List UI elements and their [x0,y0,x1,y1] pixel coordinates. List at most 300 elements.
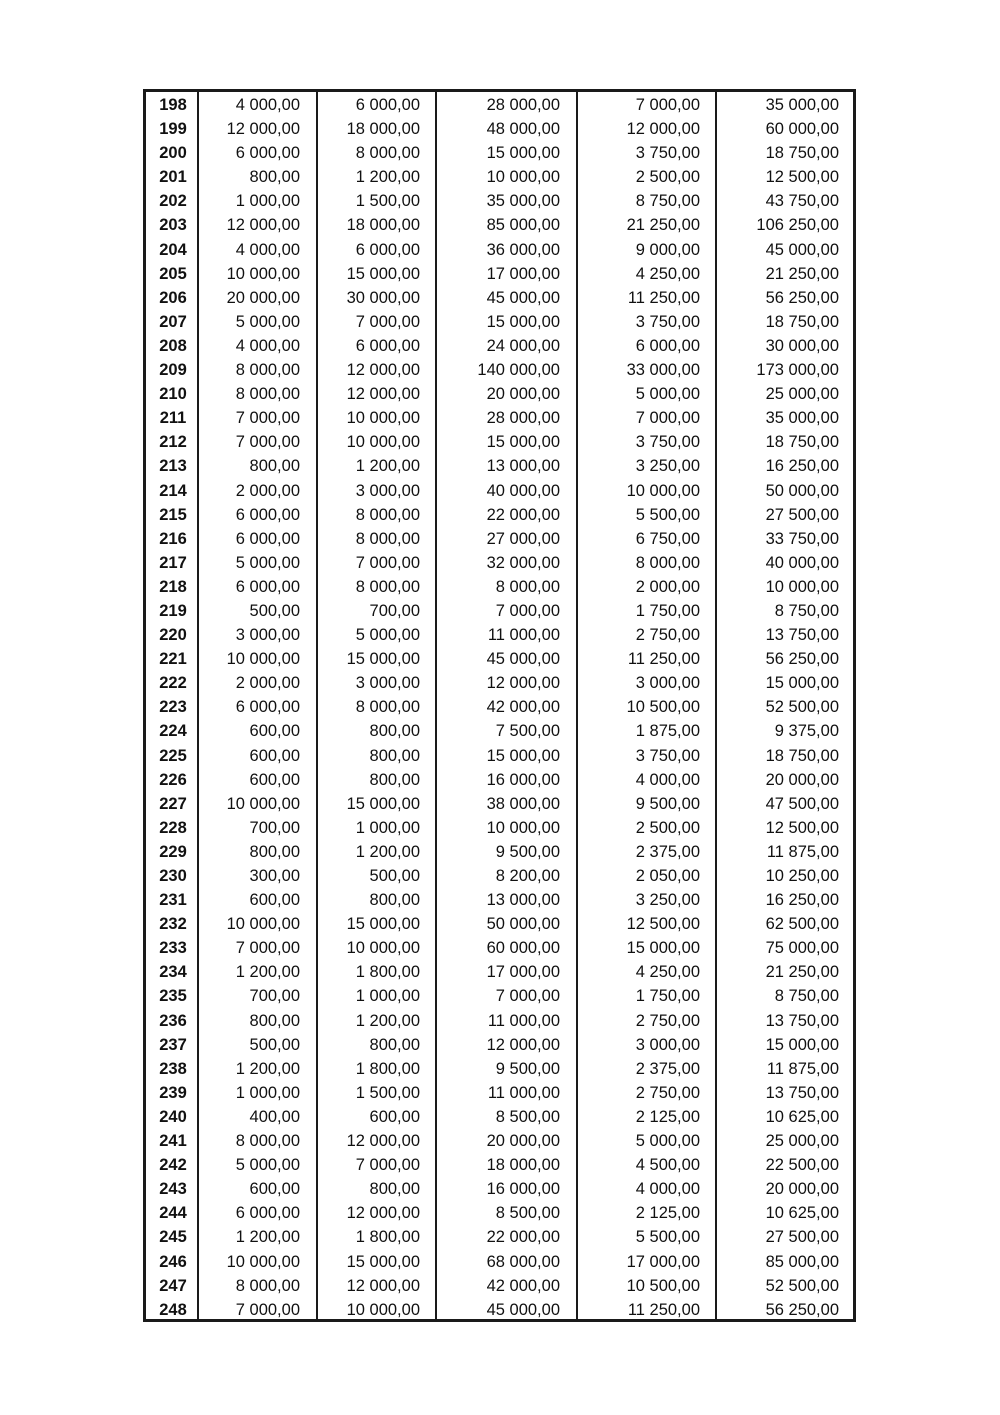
amount-col-3: 15 000,00 [486,144,560,163]
amount-col-3: 15 000,00 [486,433,560,452]
amount-col-1: 5 000,00 [235,312,300,331]
table-row [146,310,853,334]
amount-col-5: 13 750,00 [765,1083,839,1102]
amount-col-1: 8 000,00 [235,385,300,404]
amount-col-4: 3 750,00 [635,746,700,765]
amount-col-3: 24 000,00 [486,336,560,355]
row-number: 202 [159,192,187,211]
amount-col-1: 8 000,00 [235,1132,300,1151]
amount-col-4: 7 000,00 [635,96,700,114]
amount-col-3: 11 000,00 [487,1011,560,1030]
amount-col-1: 4 000,00 [235,96,300,114]
amount-col-1: 500,00 [249,601,300,620]
amount-col-4: 2 000,00 [635,577,700,596]
amount-col-2: 1 000,00 [355,818,420,837]
amount-col-2: 800,00 [369,1035,420,1054]
amount-col-5: 15 000,00 [765,1035,839,1054]
amount-col-4: 2 500,00 [635,818,700,837]
amount-col-1: 700,00 [249,987,300,1006]
amount-col-1: 6 000,00 [235,1204,300,1223]
amount-col-2: 7 000,00 [355,312,420,331]
amount-col-4: 3 000,00 [635,1035,700,1054]
amount-col-1: 20 000,00 [226,288,300,307]
row-number: 246 [159,1252,187,1271]
amount-col-1: 1 200,00 [235,1228,300,1247]
amount-col-2: 7 000,00 [355,553,420,572]
amount-col-1: 6 000,00 [235,529,300,548]
amount-col-2: 30 000,00 [346,288,420,307]
amount-col-2: 1 800,00 [355,963,420,982]
row-number: 216 [159,529,187,548]
amount-col-4: 1 750,00 [635,601,700,620]
amount-col-4: 3 250,00 [635,457,700,476]
amount-col-4: 3 000,00 [635,674,700,693]
table-row [146,189,853,213]
amount-col-2: 1 200,00 [355,168,420,187]
amount-col-2: 10 000,00 [346,939,420,958]
row-number: 213 [159,457,187,476]
row-number: 218 [159,577,187,596]
amount-col-1: 10 000,00 [226,650,300,669]
amount-col-2: 15 000,00 [346,650,420,669]
table-row [146,599,853,623]
amount-col-2: 12 000,00 [346,1132,420,1151]
amount-col-2: 3 000,00 [355,481,420,500]
amount-col-3: 15 000,00 [486,746,560,765]
amount-col-4: 2 125,00 [635,1107,700,1126]
table-row [146,430,853,454]
amount-col-3: 28 000,00 [486,409,560,428]
table-row [146,1009,853,1033]
amount-col-1: 7 000,00 [235,939,300,958]
amount-col-2: 8 000,00 [355,505,420,524]
amount-col-4: 2 750,00 [635,626,700,645]
amount-col-1: 800,00 [249,842,300,861]
amount-col-3: 45 000,00 [486,650,560,669]
amount-col-4: 2 375,00 [635,1059,700,1078]
amount-col-5: 35 000,00 [765,96,839,114]
table-row [146,1225,853,1249]
row-number: 224 [159,722,187,741]
amount-col-3: 45 000,00 [486,1300,560,1319]
amount-col-3: 45 000,00 [486,288,560,307]
row-number: 210 [159,385,187,404]
amount-col-5: 85 000,00 [765,1252,839,1271]
table-row [146,93,853,117]
amount-col-3: 11 000,00 [487,626,560,645]
amount-col-4: 4 250,00 [635,264,700,283]
amount-col-3: 16 000,00 [486,770,560,789]
amount-col-5: 21 250,00 [765,963,839,982]
amount-col-4: 9 500,00 [635,794,700,813]
amount-col-3: 11 000,00 [487,1083,560,1102]
table-row [146,695,853,719]
amount-col-5: 20 000,00 [765,770,839,789]
amount-col-2: 6 000,00 [355,336,420,355]
amount-col-2: 1 000,00 [355,987,420,1006]
amount-col-1: 8 000,00 [235,1276,300,1295]
amount-col-4: 12 000,00 [626,120,700,139]
amount-col-1: 5 000,00 [235,1156,300,1175]
amount-col-2: 8 000,00 [355,144,420,163]
amount-col-1: 4 000,00 [235,336,300,355]
amount-col-5: 13 750,00 [765,1011,839,1030]
amount-col-3: 32 000,00 [486,553,560,572]
amount-col-2: 15 000,00 [346,1252,420,1271]
amount-col-4: 2 375,00 [635,842,700,861]
amount-col-2: 18 000,00 [346,216,420,235]
row-number: 228 [159,818,187,837]
amount-col-2: 10 000,00 [346,1300,420,1319]
amount-col-3: 17 000,00 [486,264,560,283]
amount-col-5: 43 750,00 [765,192,839,211]
table-row [146,792,853,816]
table-row [146,1153,853,1177]
amount-col-3: 8 000,00 [495,577,560,596]
table-row [146,479,853,503]
amount-col-3: 7 000,00 [495,987,560,1006]
amount-col-3: 140 000,00 [477,361,560,380]
table-row [146,1129,853,1153]
amount-col-5: 25 000,00 [765,1132,839,1151]
amount-col-3: 28 000,00 [486,96,560,114]
row-number: 248 [159,1300,187,1319]
row-number: 212 [159,433,187,452]
row-number: 243 [159,1180,187,1199]
amount-col-3: 40 000,00 [486,481,560,500]
table-body [146,93,853,1322]
data-table [143,89,856,1322]
amount-col-4: 5 000,00 [635,385,700,404]
amount-col-5: 11 875,00 [766,842,839,861]
amount-col-5: 12 500,00 [765,168,839,187]
amount-col-3: 60 000,00 [486,939,560,958]
table-row [146,864,853,888]
amount-col-1: 7 000,00 [235,433,300,452]
amount-col-5: 10 250,00 [765,867,839,885]
amount-col-1: 800,00 [249,168,300,187]
amount-col-2: 12 000,00 [346,361,420,380]
amount-col-2: 15 000,00 [346,915,420,934]
amount-col-2: 15 000,00 [346,794,420,813]
table-row [146,1298,853,1322]
row-number: 225 [159,746,187,765]
amount-col-5: 40 000,00 [765,553,839,572]
amount-col-2: 1 800,00 [355,1228,420,1247]
amount-col-2: 3 000,00 [355,674,420,693]
amount-col-1: 800,00 [249,457,300,476]
amount-col-5: 10 625,00 [765,1204,839,1223]
row-number: 236 [159,1011,187,1030]
row-number: 208 [159,336,187,355]
amount-col-5: 8 750,00 [774,987,839,1006]
row-number: 207 [159,312,187,331]
amount-col-5: 16 250,00 [765,457,839,476]
table-row [146,1250,853,1274]
amount-col-4: 2 750,00 [635,1083,700,1102]
amount-col-3: 9 500,00 [495,842,560,861]
amount-col-5: 60 000,00 [765,120,839,139]
amount-col-3: 36 000,00 [486,240,560,259]
table-row [146,1033,853,1057]
row-number: 204 [159,240,187,259]
amount-col-5: 56 250,00 [765,650,839,669]
amount-col-5: 62 500,00 [765,915,839,934]
amount-col-5: 27 500,00 [765,505,839,524]
amount-col-2: 12 000,00 [346,1276,420,1295]
amount-col-5: 10 625,00 [765,1107,839,1126]
amount-col-5: 10 000,00 [765,577,839,596]
amount-col-2: 1 500,00 [355,192,420,211]
amount-col-1: 600,00 [249,770,300,789]
table-row [146,213,853,237]
amount-col-3: 22 000,00 [486,505,560,524]
amount-col-5: 13 750,00 [765,626,839,645]
amount-col-4: 10 000,00 [626,481,700,500]
amount-col-4: 9 000,00 [635,240,700,259]
table-row [146,1177,853,1201]
amount-col-2: 1 500,00 [355,1083,420,1102]
amount-col-3: 18 000,00 [486,1156,560,1175]
row-number: 231 [159,891,187,910]
row-number: 222 [159,674,187,693]
amount-col-4: 4 000,00 [635,1180,700,1199]
table-row [146,623,853,647]
table-row [146,647,853,671]
table-row [146,286,853,310]
amount-col-4: 12 500,00 [626,915,700,934]
amount-col-4: 3 750,00 [635,312,700,331]
table-row [146,768,853,792]
amount-col-5: 56 250,00 [765,1300,839,1319]
table-row [146,1081,853,1105]
amount-col-1: 1 200,00 [235,963,300,982]
amount-col-3: 48 000,00 [486,120,560,139]
amount-col-4: 1 750,00 [635,987,700,1006]
amount-col-4: 2 500,00 [635,168,700,187]
amount-col-1: 10 000,00 [226,794,300,813]
amount-col-3: 42 000,00 [486,698,560,717]
amount-col-1: 300,00 [249,867,300,885]
amount-col-2: 800,00 [369,891,420,910]
amount-col-1: 500,00 [249,1035,300,1054]
amount-col-2: 10 000,00 [346,409,420,428]
amount-col-3: 8 500,00 [495,1204,560,1223]
row-number: 215 [159,505,187,524]
amount-col-1: 7 000,00 [235,409,300,428]
amount-col-1: 10 000,00 [226,1252,300,1271]
amount-col-4: 1 875,00 [635,722,700,741]
amount-col-1: 800,00 [249,1011,300,1030]
amount-col-5: 15 000,00 [765,674,839,693]
amount-col-2: 700,00 [369,601,420,620]
amount-col-4: 3 750,00 [635,433,700,452]
amount-col-4: 6 000,00 [635,336,700,355]
amount-col-1: 600,00 [249,891,300,910]
amount-col-2: 18 000,00 [346,120,420,139]
row-number: 237 [159,1035,187,1054]
amount-col-5: 45 000,00 [765,240,839,259]
amount-col-1: 7 000,00 [235,1300,300,1319]
amount-col-4: 10 500,00 [626,1276,700,1295]
amount-col-1: 2 000,00 [235,674,300,693]
row-number: 219 [159,601,187,620]
amount-col-2: 1 200,00 [355,842,420,861]
row-number: 242 [159,1156,187,1175]
row-number: 214 [159,481,187,500]
amount-col-5: 33 750,00 [765,529,839,548]
table-row [146,984,853,1008]
amount-col-1: 1 000,00 [235,192,300,211]
table-row [146,165,853,189]
amount-col-4: 4 000,00 [635,770,700,789]
amount-col-1: 1 000,00 [235,1083,300,1102]
amount-col-4: 4 250,00 [635,963,700,982]
amount-col-4: 17 000,00 [626,1252,700,1271]
amount-col-1: 400,00 [249,1107,300,1126]
amount-col-4: 8 000,00 [635,553,700,572]
amount-col-1: 5 000,00 [235,553,300,572]
table-row [146,503,853,527]
amount-col-3: 7 000,00 [495,601,560,620]
amount-col-1: 10 000,00 [226,264,300,283]
amount-col-3: 12 000,00 [486,674,560,693]
row-number: 234 [159,963,187,982]
amount-col-1: 2 000,00 [235,481,300,500]
table-row [146,141,853,165]
amount-col-2: 7 000,00 [355,1156,420,1175]
amount-col-3: 68 000,00 [486,1252,560,1271]
amount-col-5: 21 250,00 [765,264,839,283]
amount-col-2: 5 000,00 [355,626,420,645]
amount-col-1: 10 000,00 [226,915,300,934]
amount-col-5: 27 500,00 [765,1228,839,1247]
row-number: 201 [159,168,187,187]
amount-col-5: 16 250,00 [765,891,839,910]
amount-col-4: 21 250,00 [626,216,700,235]
amount-col-3: 10 000,00 [486,168,560,187]
table-row [146,527,853,551]
amount-col-5: 18 750,00 [765,433,839,452]
amount-col-4: 11 250,00 [627,1300,700,1319]
row-number: 229 [159,842,187,861]
row-number: 206 [159,288,187,307]
table-row [146,936,853,960]
amount-col-4: 33 000,00 [626,361,700,380]
table-row [146,382,853,406]
amount-col-4: 3 750,00 [635,144,700,163]
row-number: 200 [159,144,187,163]
amount-col-3: 22 000,00 [486,1228,560,1247]
amount-col-3: 7 500,00 [495,722,560,741]
amount-col-5: 50 000,00 [765,481,839,500]
amount-col-2: 1 200,00 [355,1011,420,1030]
table-row [146,719,853,743]
table-row [146,575,853,599]
row-number: 226 [159,770,187,789]
amount-col-1: 600,00 [249,722,300,741]
amount-col-3: 20 000,00 [486,385,560,404]
amount-col-2: 800,00 [369,770,420,789]
amount-col-3: 8 200,00 [495,867,560,885]
row-number: 240 [159,1107,187,1126]
amount-col-3: 15 000,00 [486,312,560,331]
amount-col-2: 500,00 [369,867,420,885]
row-number: 233 [159,939,187,958]
row-number: 199 [159,120,187,139]
table-row [146,454,853,478]
amount-col-5: 18 750,00 [765,746,839,765]
row-number: 241 [159,1132,187,1151]
amount-col-2: 6 000,00 [355,240,420,259]
amount-col-5: 35 000,00 [765,409,839,428]
amount-col-1: 6 000,00 [235,505,300,524]
row-number: 230 [159,867,187,885]
amount-col-4: 7 000,00 [635,409,700,428]
amount-col-5: 25 000,00 [765,385,839,404]
amount-col-3: 42 000,00 [486,1276,560,1295]
amount-col-5: 52 500,00 [765,698,839,717]
amount-col-5: 52 500,00 [765,1276,839,1295]
amount-col-5: 9 375,00 [774,722,839,741]
amount-col-3: 17 000,00 [486,963,560,982]
row-number: 209 [159,361,187,380]
row-number: 211 [159,409,187,428]
row-number: 205 [159,264,187,283]
amount-col-5: 20 000,00 [765,1180,839,1199]
amount-col-3: 10 000,00 [486,818,560,837]
table-row [146,744,853,768]
amount-col-3: 13 000,00 [486,457,560,476]
amount-col-5: 56 250,00 [765,288,839,307]
amount-col-1: 8 000,00 [235,361,300,380]
table-row [146,912,853,936]
amount-col-1: 700,00 [249,818,300,837]
amount-col-2: 800,00 [369,1180,420,1199]
amount-col-2: 800,00 [369,746,420,765]
amount-col-4: 11 250,00 [627,650,700,669]
amount-col-5: 173 000,00 [756,361,839,380]
table-row [146,358,853,382]
amount-col-2: 6 000,00 [355,96,420,114]
table-row [146,406,853,430]
amount-col-1: 3 000,00 [235,626,300,645]
row-number: 217 [159,553,187,572]
amount-col-5: 22 500,00 [765,1156,839,1175]
amount-col-4: 6 750,00 [635,529,700,548]
amount-col-4: 3 250,00 [635,891,700,910]
row-number: 232 [159,915,187,934]
amount-col-3: 13 000,00 [486,891,560,910]
amount-col-3: 38 000,00 [486,794,560,813]
amount-col-5: 106 250,00 [756,216,839,235]
amount-col-5: 11 875,00 [766,1059,839,1078]
row-number: 244 [159,1204,187,1223]
amount-col-2: 1 200,00 [355,457,420,476]
amount-col-5: 18 750,00 [765,144,839,163]
amount-col-4: 5 500,00 [635,505,700,524]
amount-col-1: 600,00 [249,1180,300,1199]
amount-col-4: 5 500,00 [635,1228,700,1247]
amount-col-3: 16 000,00 [486,1180,560,1199]
table-row [146,888,853,912]
amount-col-5: 8 750,00 [774,601,839,620]
amount-col-1: 4 000,00 [235,240,300,259]
table-row [146,334,853,358]
table-row [146,816,853,840]
row-number: 238 [159,1059,187,1078]
amount-col-3: 12 000,00 [486,1035,560,1054]
